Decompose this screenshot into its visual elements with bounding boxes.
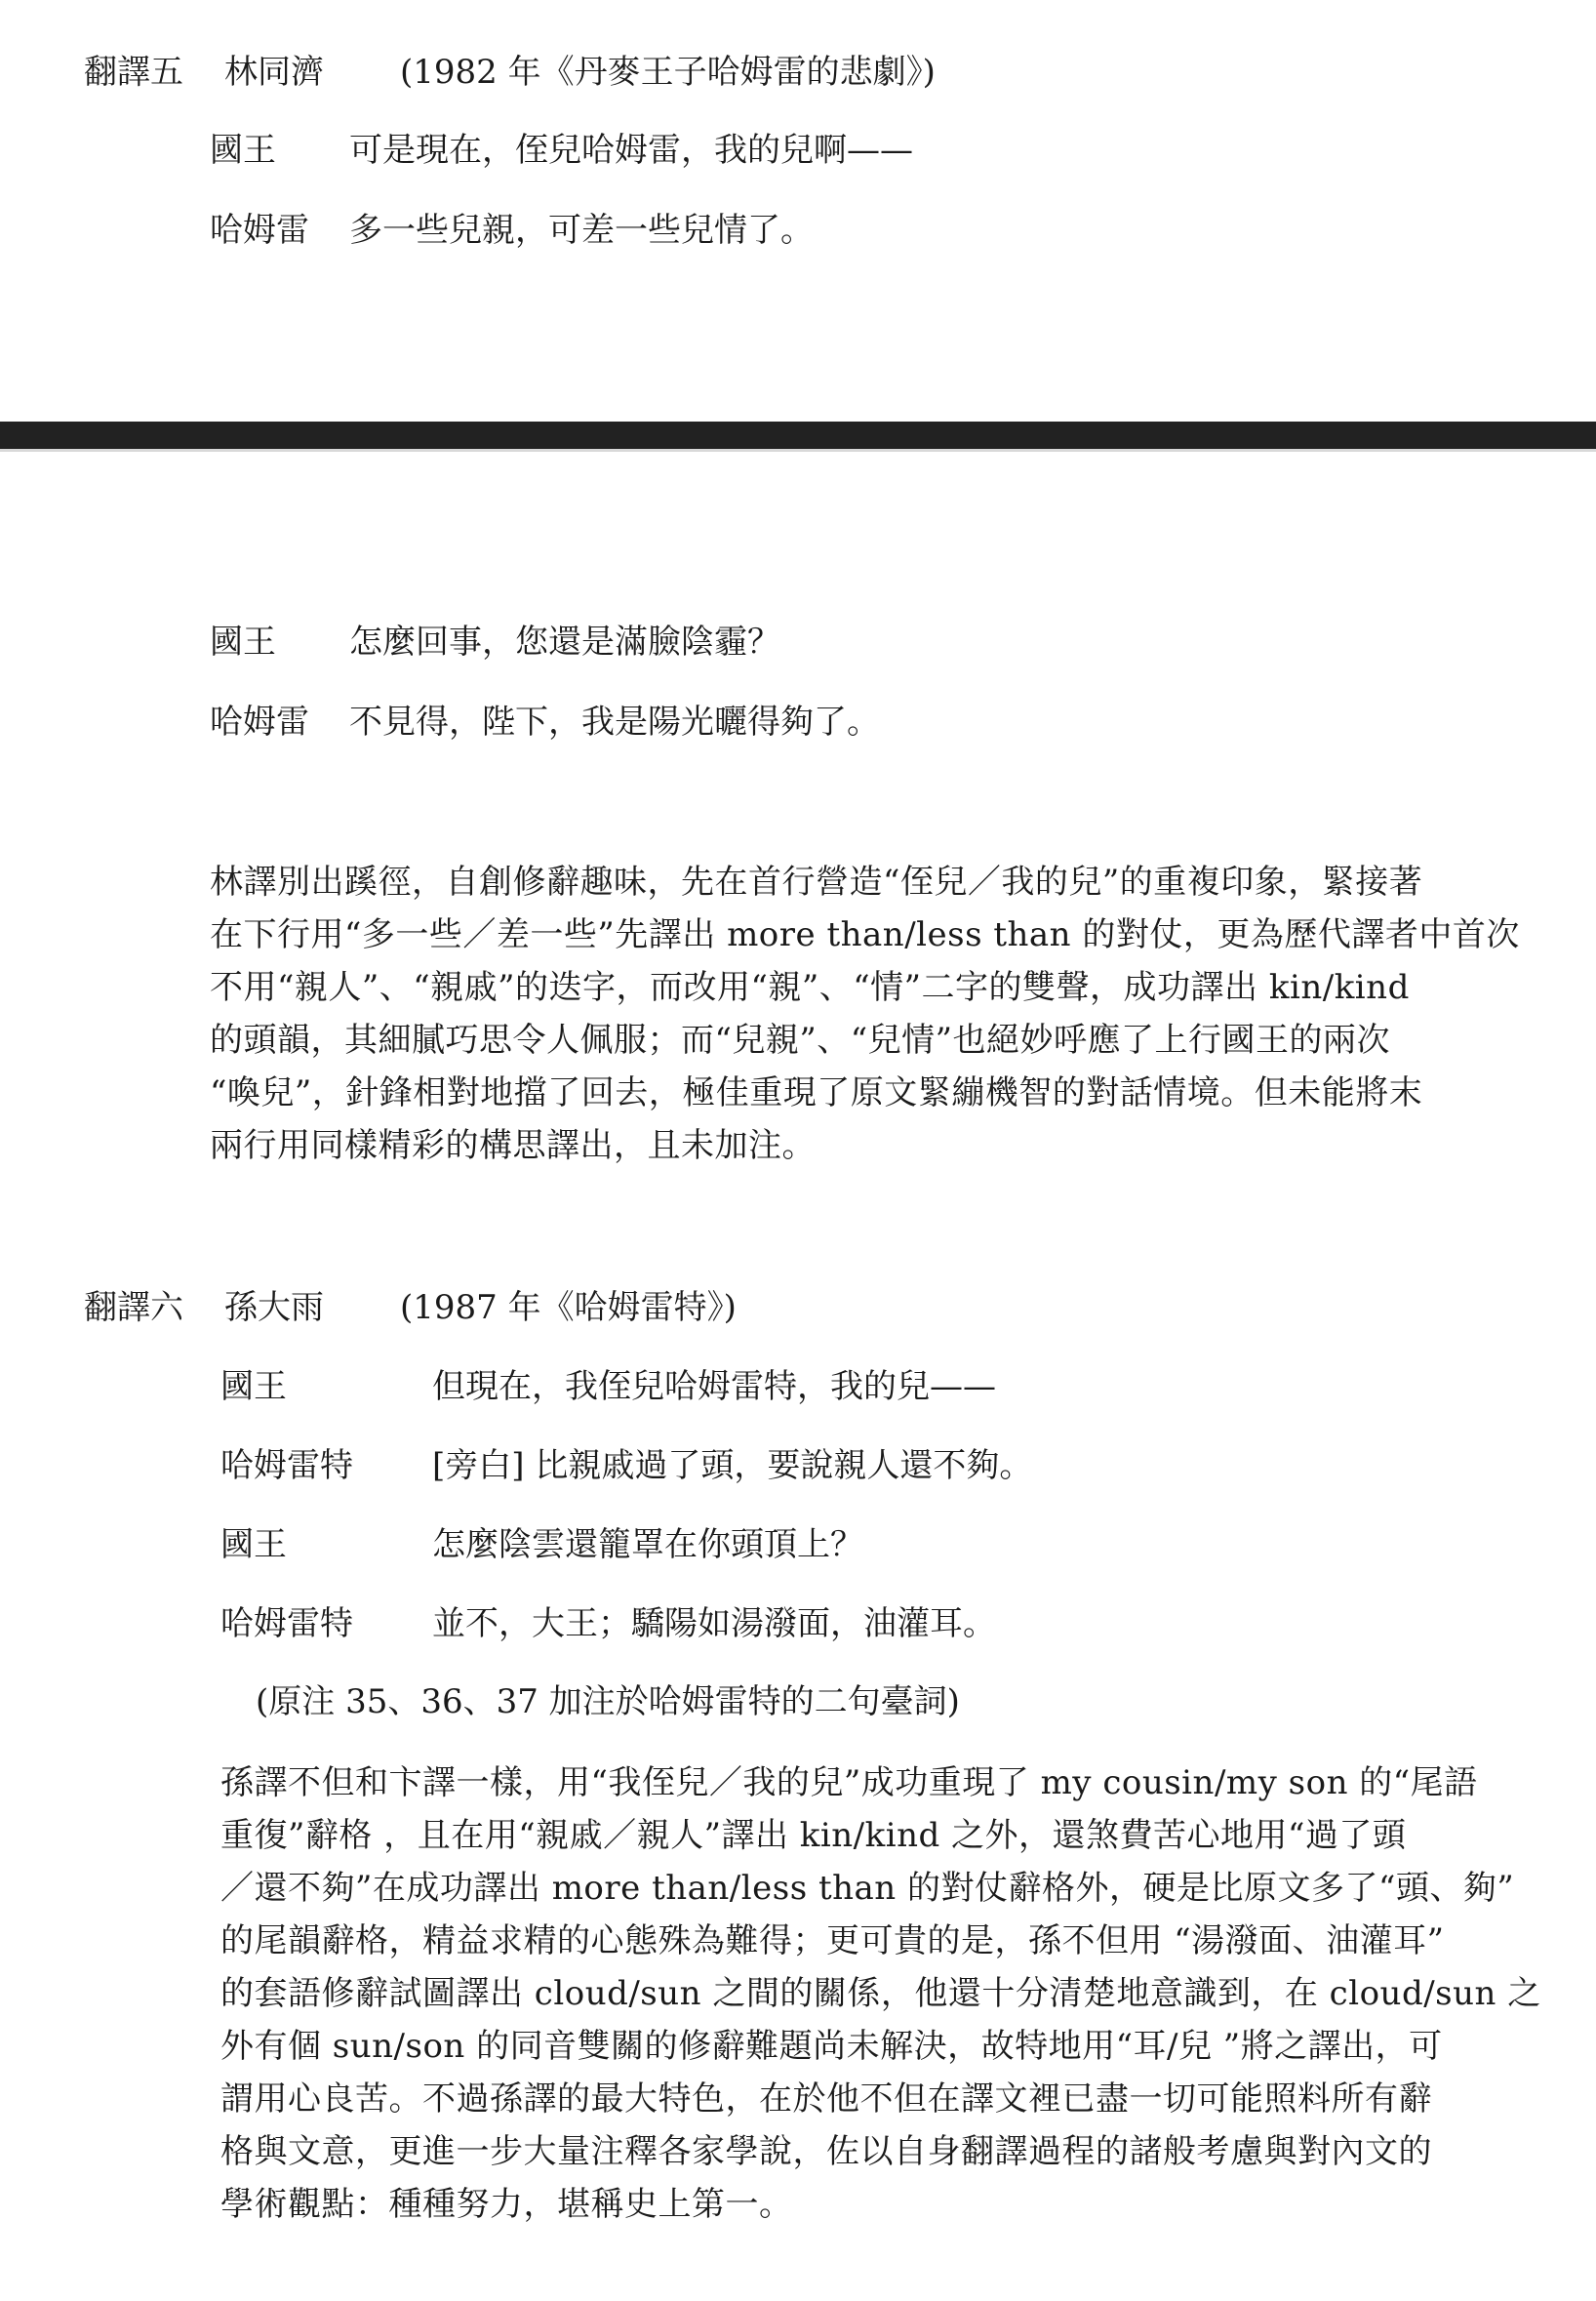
commentary-line: 格與文意，更進一步大量注釋各家學說，佐以自身翻譯過程的諸般考慮與對內文的 xyxy=(220,2132,1432,2171)
section6-commentary xyxy=(220,1756,1541,2231)
section5-translator: 林同濟 xyxy=(224,53,324,92)
commentary-line: 的頭韻，其細膩巧思令人佩服；而“兒親”、“兒情”也絕妙呼應了上行國王的兩次 xyxy=(210,1021,1391,1060)
commentary-line: 在下行用“多一些／差一些”先譯出 more than/less than 的對仗，更為歷代譯者中首次 xyxy=(210,915,1520,954)
commentary-line: 外有個 sun/son 的同音雙關的修辭難題尚未解決，故特地用“耳/兒 ”將之譯出，可 xyxy=(220,2027,1443,2066)
section6-source: (1987 年《哈姆雷特》) xyxy=(400,1288,737,1327)
section6-translator: 孫大雨 xyxy=(224,1288,324,1327)
section5-speaker-king-1: 國王 xyxy=(210,131,276,170)
commentary-line: “喚兒”，針鋒相對地擋了回去，極佳重現了原文緊繃機智的對話情境。但未能將末 xyxy=(210,1073,1423,1112)
section5-line-hamlet-1: 多一些兒親，可差一些兒情了。 xyxy=(349,211,814,250)
section6-speaker-king-2: 國王 xyxy=(220,1525,287,1564)
commentary-line: 重復”辭格 ，且在用“親戚／親人”譯出 kin/kind 之外，還煞費苦心地用“過了頭 xyxy=(220,1816,1407,1855)
section6-line-hamlet-2: 並不，大王；驕陽如湯潑面，油灌耳。 xyxy=(432,1604,996,1643)
commentary-line: 的套語修辭試圖譯出 cloud/sun 之間的關係，他還十分清楚地意識到，在 cloud/sun 之 xyxy=(220,1974,1541,2013)
commentary-line: 的尾韻辭格，精益求精的心態殊為難得；更可貴的是，孫不但用 “湯潑面、油灌耳” xyxy=(220,1921,1445,1960)
section5-speaker-hamlet-2: 哈姆雷 xyxy=(210,703,309,742)
section6-label: 翻譯六 xyxy=(84,1288,183,1327)
section6-original-note: (原注 35、36、37 加注於哈姆雷特的二句臺詞) xyxy=(256,1682,960,1721)
section6-speaker-hamlet-2: 哈姆雷特 xyxy=(220,1604,353,1643)
commentary-line: 學術觀點：種種努力，堪稱史上第一。 xyxy=(220,2185,793,2224)
commentary-line: 兩行用同樣精彩的構思譯出，且未加注。 xyxy=(210,1126,816,1165)
commentary-line: 謂用心良苦。不過孫譯的最大特色，在於他不但在譯文裡已盡一切可能照料所有辭 xyxy=(220,2079,1432,2119)
commentary-line: 林譯別出蹊徑，自創修辭趣味，先在首行營造“侄兒／我的兒”的重複印象，緊接著 xyxy=(210,863,1423,902)
commentary-line: 不用“親人”、“親戚”的迭字，而改用“親”、“情”二字的雙聲，成功譯出 kin/kind xyxy=(210,968,1410,1007)
page-break-edge xyxy=(0,449,1596,452)
section6-line-king-2: 怎麼陰雲還籠罩在你頭頂上？ xyxy=(432,1525,863,1564)
section5-speaker-king-2: 國王 xyxy=(210,623,276,662)
section6-speaker-king-1: 國王 xyxy=(220,1367,287,1406)
section5-line-king-1: 可是現在，侄兒哈姆雷，我的兒啊—— xyxy=(349,131,913,170)
section6-line-king-1: 但現在，我侄兒哈姆雷特，我的兒—— xyxy=(432,1367,996,1406)
section6-speaker-hamlet-1: 哈姆雷特 xyxy=(220,1446,353,1485)
section5-commentary xyxy=(210,856,1520,1172)
page-break-divider xyxy=(0,422,1596,449)
section5-line-king-2: 怎麼回事，您還是滿臉陰霾？ xyxy=(349,623,780,662)
commentary-line: 孫譯不但和卞譯一樣，用“我侄兒／我的兒”成功重現了 my cousin/my son 的“尾語 xyxy=(220,1763,1478,1802)
section5-speaker-hamlet-1: 哈姆雷 xyxy=(210,211,309,250)
section5-label: 翻譯五 xyxy=(84,53,183,92)
commentary-line: ／還不夠”在成功譯出 more than/less than 的對仗辭格外，硬是比原文多了“頭、夠” xyxy=(220,1869,1515,1908)
section5-line-hamlet-2: 不見得，陛下，我是陽光曬得夠了。 xyxy=(349,703,880,742)
section6-line-hamlet-1: [旁白] 比親戚過了頭，要說親人還不夠。 xyxy=(432,1446,1033,1485)
section5-source: (1982 年《丹麥王子哈姆雷的悲劇》) xyxy=(400,53,936,92)
